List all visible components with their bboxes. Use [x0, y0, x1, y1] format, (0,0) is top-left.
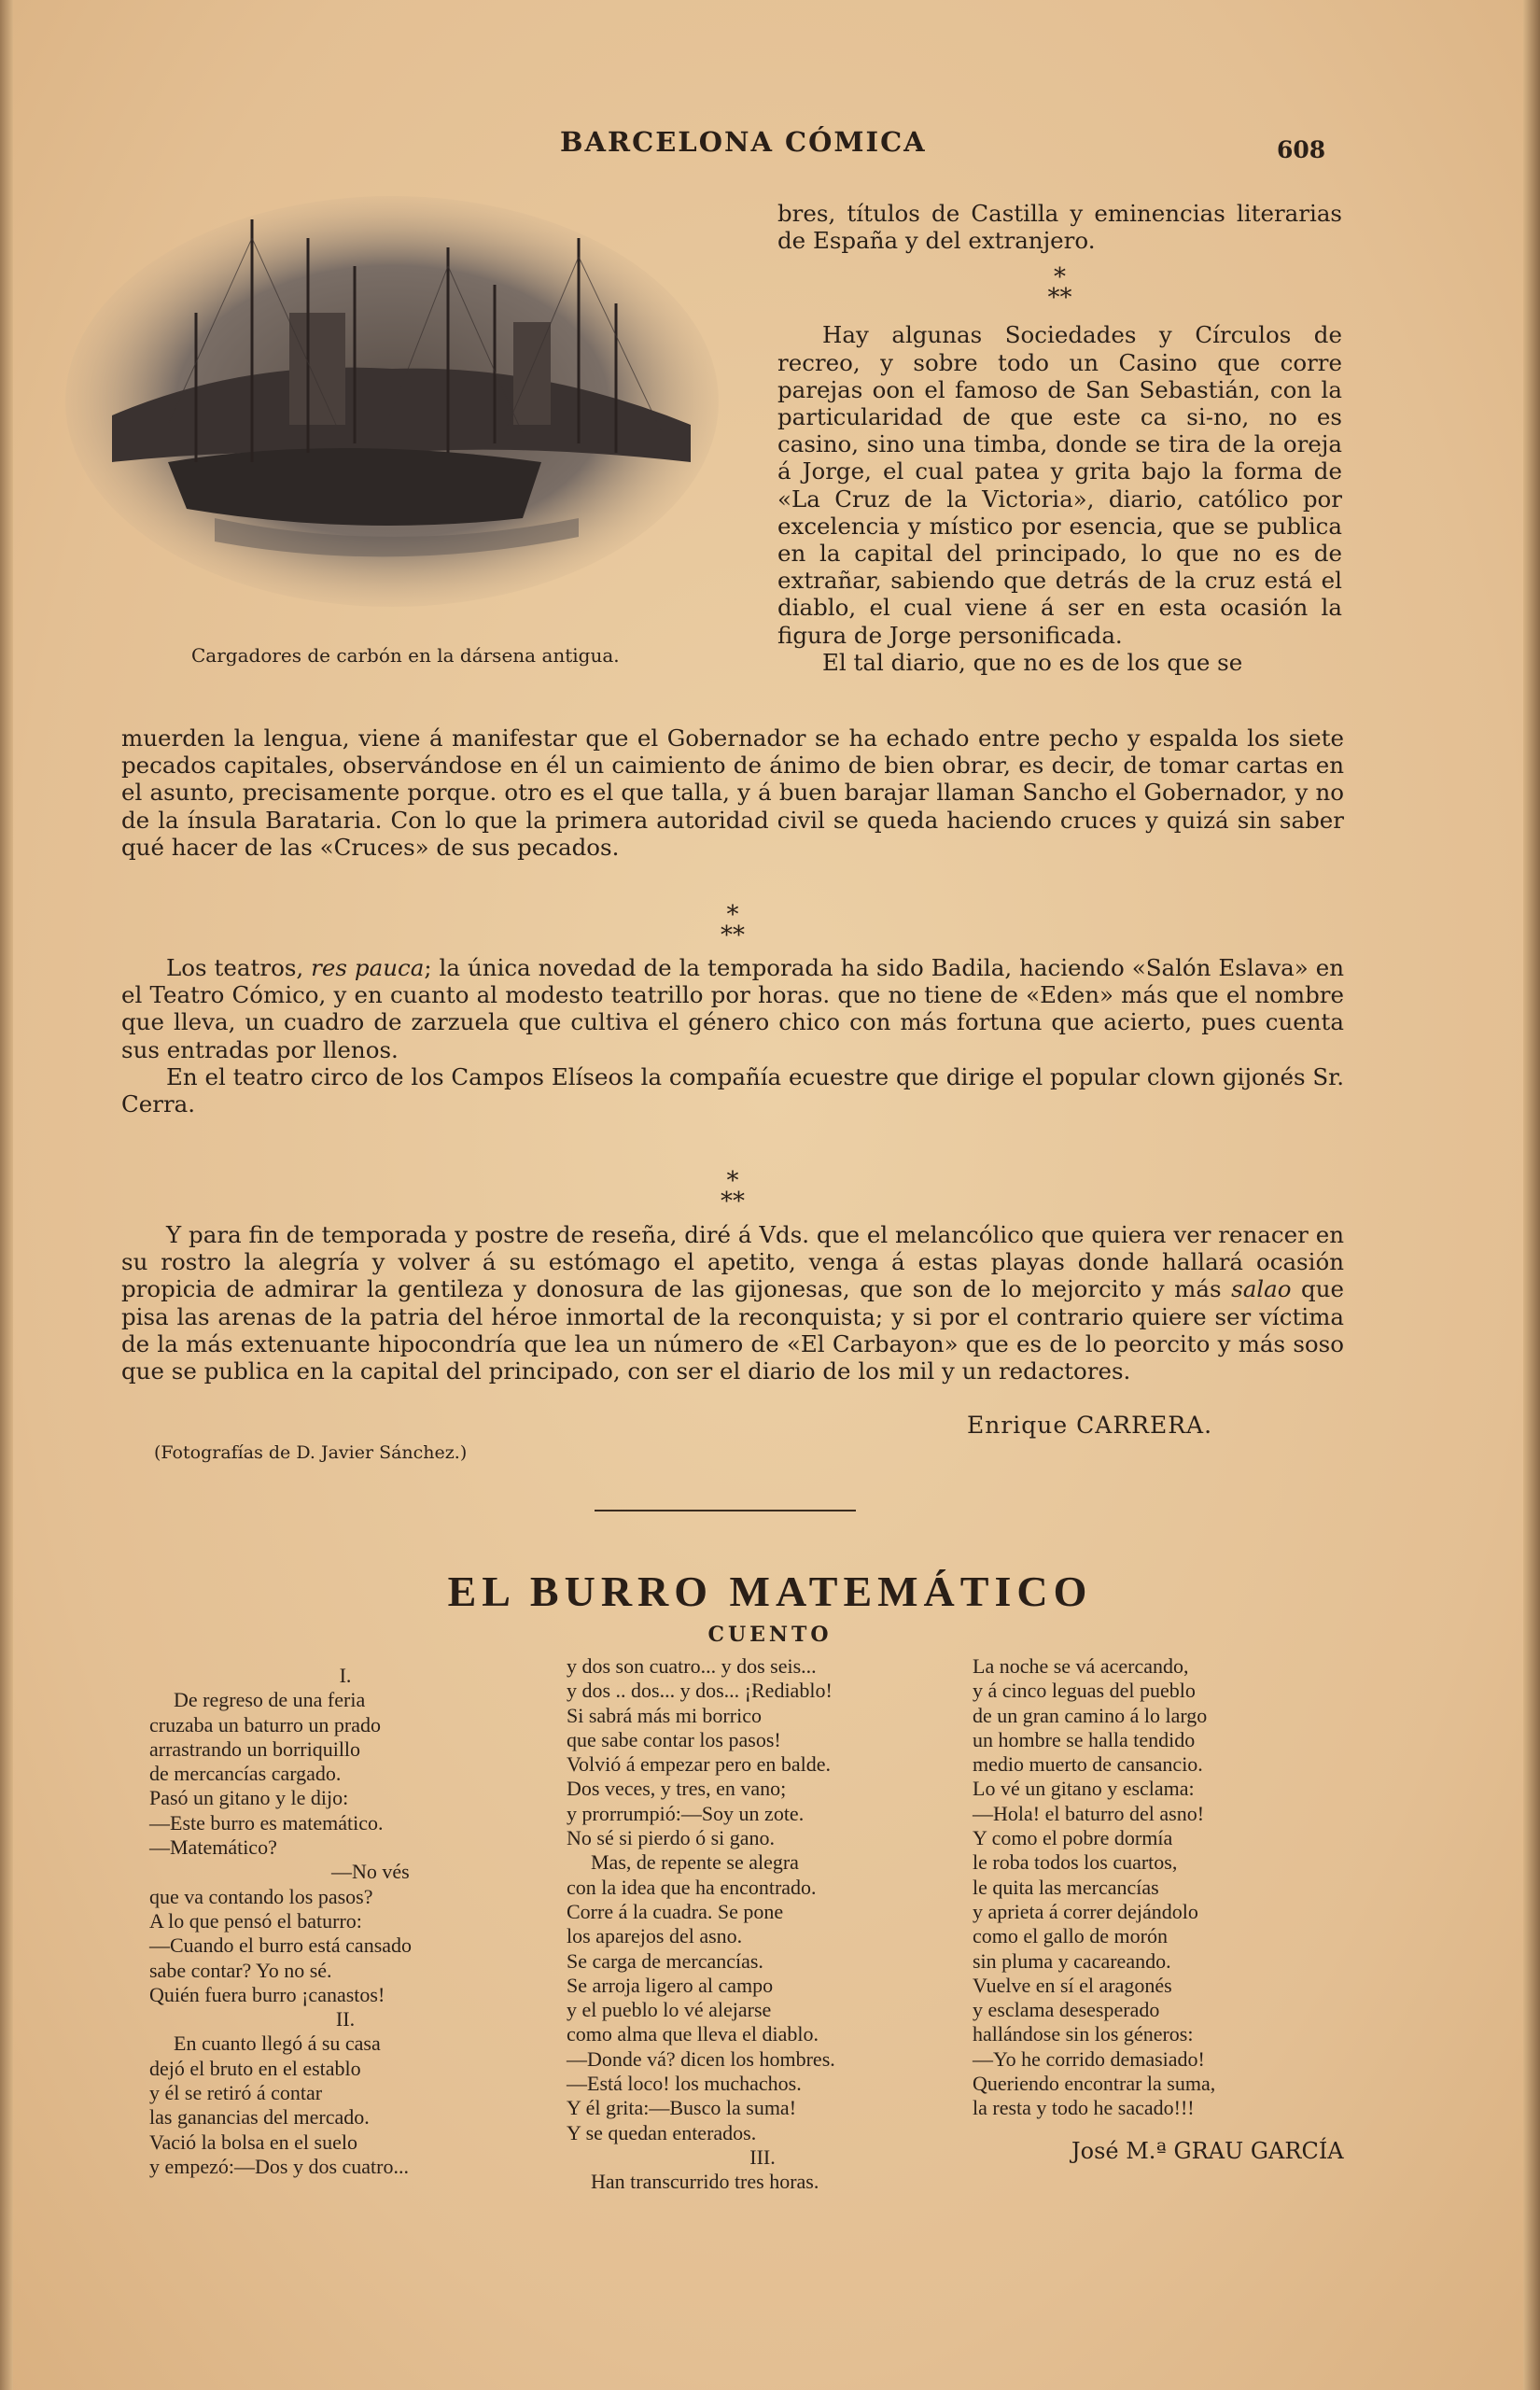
poem-line: Y se quedan enterados.	[567, 2120, 757, 2144]
poem-column-3	[973, 1654, 1365, 2121]
page-left-edge	[0, 0, 13, 2390]
poem-signature: José M.ª GRAU GARCÍA	[1071, 2138, 1344, 2164]
poem-line: sabe contar? Yo no sé.	[149, 1958, 332, 1982]
paragraph: bres, títulos de Castilla y eminencias literarias de España y del extranjero.	[777, 200, 1342, 255]
poem-line: como alma que lleva el diablo.	[567, 2022, 819, 2046]
section-divider-stars: * **	[1047, 263, 1072, 313]
poem-line: Corre á la cuadra. Se pone	[567, 1899, 784, 1923]
poem-line: y él se retiró á contar	[149, 2081, 323, 2105]
poem-line: Lo vé un gitano y esclama:	[973, 1777, 1195, 1801]
poem-line: y aprieta á correr dejándolo	[973, 1899, 1198, 1923]
story-title: EL BURRO MATEMÁTICO	[447, 1568, 1093, 1615]
poem-line: y esclama desesperado	[973, 1998, 1160, 2022]
right-column-text	[777, 200, 1342, 676]
poem-line: —Donde vá? dicen los hombres.	[567, 2046, 835, 2071]
paragraph: Hay algunas Sociedades y Círculos de recreo, y sobre todo un Casino que corre parejas oon el famoso de San Sebastián, con la particularidad de que este ca si-no, no es casino, sino una timba, donde se tira de la oreja á Jorge, el cual patea y grita bajo la forma de «La Cruz de la Victoria», diario, católico por excelencia y místico por esencia, que se publica en la capital del principado, lo que no es de extrañar, sabiendo que detrás de la cruz está el diablo, el cual viene á ser en esta ocasión la figura de Jorge personificada.	[777, 321, 1342, 649]
poem-line: Se carga de mercancías.	[567, 1948, 763, 1973]
poem-line: Han transcurrido tres horas.	[591, 2170, 819, 2194]
poem-line: y el pueblo lo vé alejarse	[567, 1998, 772, 2022]
poem-line: La noche se vá acercando,	[973, 1654, 1189, 1678]
poem-column-1	[149, 1664, 541, 2179]
poem-line: los aparejos del asno.	[567, 1924, 743, 1948]
closing-section	[121, 1221, 1344, 1385]
poem-line: y dos .. dos... y dos... ¡Rediablo!	[567, 1679, 833, 1703]
poem-line: y dos son cuatro... y dos seis...	[567, 1654, 817, 1678]
theatre-section	[121, 954, 1344, 1118]
poem-line: No sé si pierdo ó si gano.	[567, 1826, 776, 1850]
poem-line: que va contando los pasos?	[149, 1884, 373, 1908]
poem-line: arrastrando un borriquillo	[149, 1736, 361, 1761]
poem-line: —Matemático?	[149, 1835, 277, 1860]
poem-line: Vació la bolsa en el suelo	[149, 2130, 357, 2154]
poem-line: Se arroja ligero al campo	[567, 1973, 774, 1997]
poem-line: Si sabrá más mi borrico	[567, 1703, 762, 1727]
photo-caption: Cargadores de carbón en la dársena antigua.	[191, 644, 620, 667]
section-divider-stars: * **	[721, 901, 745, 949]
photo-credit: (Fotografías de D. Javier Sánchez.)	[154, 1442, 468, 1463]
paragraph: muerden la lengua, viene á manifestar que el Gobernador se ha echado entre pecho y espalda los siete pecados capitales, observándose en él un caimiento de ánimo de bien obrar, es decir, de tomar cartas en el asunto, precisamente porque. otro es el que talla, y á buen barajar llaman Sancho el Gobernador, y no de la ínsula Barataria. Con lo que la primera autoridad civil se queda haciendo cruces y quizá sin saber qué hacer de las «Cruces» de sus pecados.	[121, 724, 1344, 861]
poem-line: y á cinco leguas del pueblo	[973, 1679, 1196, 1703]
poem-line: un hombre se halla tendido	[973, 1727, 1196, 1751]
poem-line: Vuelve en sí el aragonés	[973, 1973, 1172, 1997]
poem-line: Pasó un gitano y le dijo:	[149, 1786, 349, 1810]
poem-line: En cuanto llegó á su casa	[174, 2032, 381, 2056]
poem-line: de mercancías cargado.	[149, 1762, 342, 1786]
page-number: 608	[1277, 136, 1326, 163]
poem-line: A lo que pensó el baturro:	[149, 1908, 362, 1933]
poem-line: le roba todos los cuartos,	[973, 1850, 1178, 1875]
poem-line: hallándose sin los géneros:	[973, 2022, 1194, 2046]
poem-line: Mas, de repente se alegra	[591, 1850, 799, 1875]
paragraph: Los teatros, res pauca; la única novedad de la temporada ha sido Badila, haciendo «Salón Eslava» en el Teatro Cómico, y en cuanto al modesto teatrillo por horas. que no tiene de «Eden» más que el nombre que lleva, un cuadro de zarzuela que cultiva el género chico con más fortuna que acierto, pues cuenta sus entradas por llenos.	[121, 954, 1344, 1063]
poem-line: le quita las mercancías	[973, 1875, 1159, 1899]
poem-line: medio muerto de cansancio.	[973, 1752, 1203, 1777]
poem-line: —Este burro es matemático.	[149, 1810, 384, 1835]
poem-line: Queriendo encontrar la suma,	[973, 2072, 1216, 2096]
poem-line: las ganancias del mercado.	[149, 2105, 370, 2130]
poem-line: —Yo he corrido demasiado!	[973, 2046, 1205, 2071]
poem-line: Quién fuera burro ¡canastos!	[149, 1982, 385, 2006]
poem-line: la resta y todo he sacado!!!	[973, 2096, 1195, 2120]
paragraph: En el teatro circo de los Campos Elíseos la compañía ecuestre que dirige el popular clown gijonés Sr. Cerra.	[121, 1062, 1344, 1118]
poem-line: que sabe contar los pasos!	[567, 1727, 781, 1751]
paragraph: Y para fin de temporada y postre de reseña, diré á Vds. que el melancólico que quiera ver renacer en su rostro la alegría y volver á su estómago el apetito, venga á estas playas donde hallará ocasión propicia de admirar la gentileza y donosura de las gijonesas, que son de lo mejorcito y más salao que pisa las arenas de la patria del héroe inmortal de la reconquista; y si por el contrario quiere ser víctima de la más extenuante hipocondría que lea un número de «El Carbayon» que es de lo peorcito y más soso que se publica en la capital del principado, con ser el diario de los mil y un redactores.	[121, 1221, 1345, 1385]
poem-line: como el gallo de morón	[973, 1924, 1168, 1948]
poem-line: Volvió á empezar pero en balde.	[567, 1752, 832, 1777]
harbor-ships-photo	[56, 182, 728, 621]
poem-line: —Está loco! los muchachos.	[567, 2072, 802, 2096]
poem-line: con la idea que ha encontrado.	[567, 1875, 817, 1899]
poem-line: y empezó:—Dos y dos cuatro...	[149, 2154, 409, 2178]
poem-line: sin pluma y cacareando.	[973, 1948, 1171, 1973]
paragraph-lead: El tal diario, que no es de los que se	[822, 648, 1243, 676]
section-divider-stars: * **	[721, 1167, 745, 1216]
poem-line: —No vés	[331, 1860, 410, 1884]
poem-section-number: I.	[339, 1664, 352, 1687]
page-right-edge	[1523, 0, 1540, 2390]
poem-column-2	[567, 1654, 959, 2195]
section-rule	[595, 1510, 856, 1511]
poem-line: De regreso de una feria	[174, 1688, 366, 1712]
poem-line: de un gran camino á lo largo	[973, 1703, 1208, 1727]
poem-line: —Hola! el baturro del asno!	[973, 1801, 1205, 1825]
story-subtitle: CUENTO	[707, 1623, 833, 1647]
poem-line: Y él grita:—Busco la suma!	[567, 2096, 797, 2120]
poem-line: dejó el bruto en el establo	[149, 2056, 361, 2080]
poem-line: Dos veces, y tres, en vano;	[567, 1777, 787, 1801]
running-header: BARCELONA CÓMICA	[560, 126, 927, 158]
poem-line: cruzaba un baturro un prado	[149, 1712, 382, 1736]
author-signature: Enrique CARRERA.	[967, 1412, 1213, 1439]
poem-line: —Cuando el burro está cansado	[149, 1933, 413, 1958]
poem-line: y prorrumpió:—Soy un zote.	[567, 1801, 805, 1825]
poem-section-number: II.	[335, 2007, 356, 2032]
poem-section-number: III.	[749, 2144, 776, 2169]
poem-line: Y como el pobre dormía	[973, 1826, 1173, 1850]
